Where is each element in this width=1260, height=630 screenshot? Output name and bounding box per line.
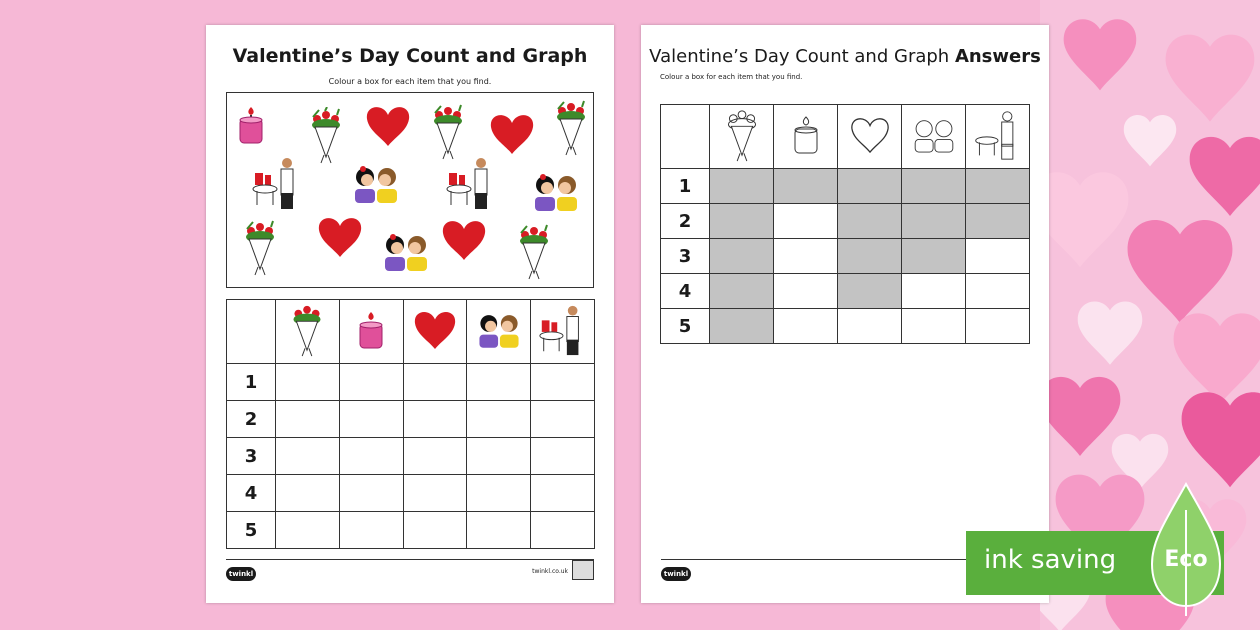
tally-cell[interactable] xyxy=(339,475,403,512)
answer-cell xyxy=(966,309,1030,344)
eco-badge-label: Eco xyxy=(1164,547,1208,572)
answers-instruction: Colour a box for each item that you find. xyxy=(660,73,803,81)
answer-cell xyxy=(902,309,966,344)
tally-cell[interactable] xyxy=(339,438,403,475)
tally-cell[interactable] xyxy=(467,475,531,512)
answer-cell-filled xyxy=(838,239,902,274)
quality-badge-icon xyxy=(572,560,594,580)
kissing-couple-icon xyxy=(377,231,435,273)
worksheet-page xyxy=(206,25,614,603)
answers-title-suffix: Answers xyxy=(954,46,1041,67)
header-waiter xyxy=(531,300,595,364)
header-couple xyxy=(902,105,966,169)
answer-cell xyxy=(774,309,838,344)
candle-icon xyxy=(237,105,265,145)
corner-cell xyxy=(661,105,710,169)
tally-cell[interactable] xyxy=(276,364,340,401)
header-bouquet xyxy=(710,105,774,169)
answer-cell-filled xyxy=(838,204,902,239)
bouquet-icon xyxy=(243,219,277,277)
tally-cell[interactable] xyxy=(531,438,595,475)
tally-cell[interactable] xyxy=(531,401,595,438)
candle-icon xyxy=(357,310,385,350)
tally-cell[interactable] xyxy=(467,401,531,438)
answer-cell xyxy=(966,239,1030,274)
tally-cell[interactable] xyxy=(339,401,403,438)
heart-outline-icon xyxy=(850,117,890,153)
find-items-picture xyxy=(226,92,594,288)
answer-cell-filled xyxy=(966,204,1030,239)
answer-cell xyxy=(966,274,1030,309)
footer-divider xyxy=(226,559,594,560)
tally-cell[interactable] xyxy=(276,401,340,438)
answer-cell-filled xyxy=(838,274,902,309)
header-heart xyxy=(838,105,902,169)
candle-outline-icon xyxy=(792,115,820,155)
kissing-couple-icon xyxy=(527,171,585,213)
tally-cell[interactable] xyxy=(467,438,531,475)
twinkl-logo: twinkl xyxy=(226,567,256,581)
row-number: 1 xyxy=(227,364,276,401)
tally-cell[interactable] xyxy=(403,475,467,512)
answers-title-text: Valentine’s Day Count and Graph xyxy=(649,46,955,67)
heart-icon xyxy=(365,105,411,147)
waiter-table-outline-icon xyxy=(973,109,1023,161)
site-url: twinkl.co.uk xyxy=(532,568,568,575)
tally-cell[interactable] xyxy=(276,475,340,512)
answer-cell-filled xyxy=(902,169,966,204)
answer-cell-filled xyxy=(902,204,966,239)
bouquet-icon xyxy=(554,99,588,157)
answer-cell-filled xyxy=(710,309,774,344)
kissing-couple-outline-icon xyxy=(908,116,960,154)
answer-grid xyxy=(660,104,1030,344)
answer-cell-filled xyxy=(774,169,838,204)
tally-cell[interactable] xyxy=(467,364,531,401)
tally-cell[interactable] xyxy=(531,475,595,512)
answer-cell-filled xyxy=(710,204,774,239)
tally-cell[interactable] xyxy=(403,364,467,401)
kissing-couple-icon xyxy=(347,163,405,205)
heart-icon xyxy=(489,113,535,155)
heart-icon xyxy=(441,219,487,261)
row-number: 5 xyxy=(661,309,710,344)
answers-title xyxy=(641,46,1049,67)
tally-cell[interactable] xyxy=(403,438,467,475)
corner-cell xyxy=(227,300,276,364)
row-number: 5 xyxy=(227,512,276,549)
row-number: 3 xyxy=(661,239,710,274)
tally-cell[interactable] xyxy=(339,512,403,549)
tally-cell[interactable] xyxy=(403,512,467,549)
answer-cell-filled xyxy=(902,239,966,274)
answer-cell xyxy=(774,274,838,309)
header-waiter xyxy=(966,105,1030,169)
kissing-couple-icon xyxy=(472,310,526,350)
answer-cell xyxy=(774,239,838,274)
header-heart xyxy=(403,300,467,364)
worksheet-title: Valentine’s Day Count and Graph xyxy=(232,45,588,67)
answer-cell xyxy=(774,204,838,239)
answer-cell-filled xyxy=(710,169,774,204)
bouquet-icon xyxy=(517,223,551,281)
bouquet-icon xyxy=(290,302,324,358)
ink-saving-label: ink saving xyxy=(984,545,1117,575)
heart-icon xyxy=(413,310,457,350)
answer-cell xyxy=(838,309,902,344)
answer-cell-filled xyxy=(710,274,774,309)
waiter-table-icon xyxy=(251,155,303,211)
row-number: 3 xyxy=(227,438,276,475)
tally-cell[interactable] xyxy=(467,512,531,549)
tally-cell[interactable] xyxy=(531,512,595,549)
answer-cell-filled xyxy=(966,169,1030,204)
header-couple xyxy=(467,300,531,364)
bouquet-icon xyxy=(431,103,465,161)
answer-cell-filled xyxy=(838,169,902,204)
row-number: 4 xyxy=(227,475,276,512)
header-candle xyxy=(339,300,403,364)
header-candle xyxy=(774,105,838,169)
row-number: 2 xyxy=(661,204,710,239)
answer-cell xyxy=(902,274,966,309)
waiter-table-icon xyxy=(537,303,589,357)
tally-grid xyxy=(226,299,595,549)
tally-cell[interactable] xyxy=(276,512,340,549)
answers-page xyxy=(641,25,1049,603)
row-number: 2 xyxy=(227,401,276,438)
header-bouquet xyxy=(276,300,340,364)
bouquet-outline-icon xyxy=(725,107,759,163)
row-number: 1 xyxy=(661,169,710,204)
tally-cell[interactable] xyxy=(276,438,340,475)
waiter-table-icon xyxy=(445,155,497,211)
heart-icon xyxy=(317,216,363,258)
worksheet-instruction: Colour a box for each item that you find. xyxy=(328,77,492,86)
tally-cell[interactable] xyxy=(531,364,595,401)
row-number: 4 xyxy=(661,274,710,309)
twinkl-logo: twinkl xyxy=(661,567,691,581)
bouquet-icon xyxy=(309,107,343,165)
tally-cell[interactable] xyxy=(403,401,467,438)
answer-cell-filled xyxy=(710,239,774,274)
tally-cell[interactable] xyxy=(339,364,403,401)
